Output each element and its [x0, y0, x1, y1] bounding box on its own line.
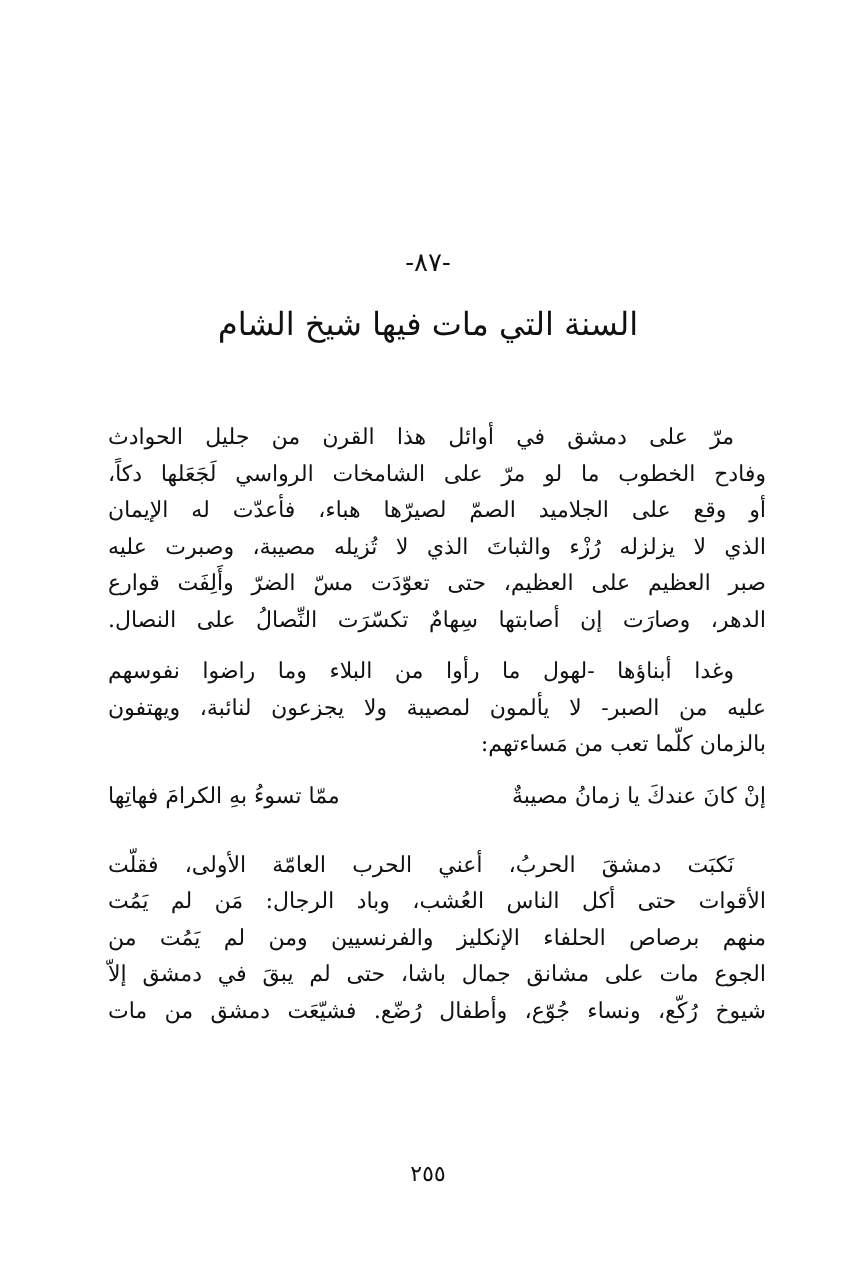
paragraph-1 [108, 420, 766, 639]
text-line: صبر العظيم على العظيم، حتى تعوّدَت مسّ الضرّ وأَلِفَت قوارع [108, 571, 766, 596]
text-line: الذي لا يزلزله رُزْء والثباتَ الذي لا تُزيله مصيبة، وصبرت عليه [108, 534, 766, 560]
text-line: مرّ على دمشق في أوائل هذا القرن من جليل الحوادث [108, 425, 734, 450]
chapter-number: -٨٧- [405, 248, 451, 278]
verse-first-hemistich: إنْ كانَ عندكَ يا زمانُ مصيبةٌ [511, 783, 766, 809]
text-line: عليه من الصبر- لا يألمون لمصيبة ولا يجزعون لنائبة، ويهتفون [108, 695, 766, 721]
text-line: بالزمان كلّما تعب من مَساءتهم: [480, 732, 766, 757]
chapter-title: السنة التي مات فيها شيخ الشام [217, 305, 639, 343]
text-line: الأقوات حتى أكل الناس العُشب، وباد الرجال: مَن لم يَمُت [108, 889, 766, 914]
verse-second-hemistich: ممّا تسوءُ بهِ الكرامَ فهاتِها [108, 783, 340, 809]
paragraph-3 [108, 848, 766, 1031]
paragraph-2 [108, 654, 766, 764]
page-number: ٢٥٥ [410, 1162, 446, 1187]
text-line: وغدا أبناؤها -لهول ما رأوا من البلاء وما راضوا نفوسهم [108, 659, 734, 684]
text-line: منهم برصاص الحلفاء الإنكليز والفرنسيين ومن لم يَمُت من [108, 925, 766, 951]
poetry-verse [108, 779, 766, 815]
text-line: الجوع مات على مشانق جمال باشا، حتى لم يبقَ في دمشق إلاّ [108, 962, 766, 987]
text-line: شيوخ رُكّع، ونساء جُوّع، وأطفال رُضّع. فشيّعَت دمشق من مات [108, 998, 766, 1024]
body-text [108, 420, 766, 1045]
text-line: نَكبَت دمشقَ الحربُ، أعني الحرب العامّة الأولى، فقلّت [108, 852, 734, 878]
text-line: أو وقع على الجلاميد الصمّ لصيرّها هباء، فأعدّت له الإيمان [108, 498, 766, 523]
text-line: الدهر، وصارَت إن أصابتها سِهامٌ تكسّرَت النِّصالُ على النصال. [108, 607, 766, 633]
text-line: وفادح الخطوب ما لو مرّ على الشامخات الرواسي لَجَعَلها دكاً، [108, 461, 766, 487]
